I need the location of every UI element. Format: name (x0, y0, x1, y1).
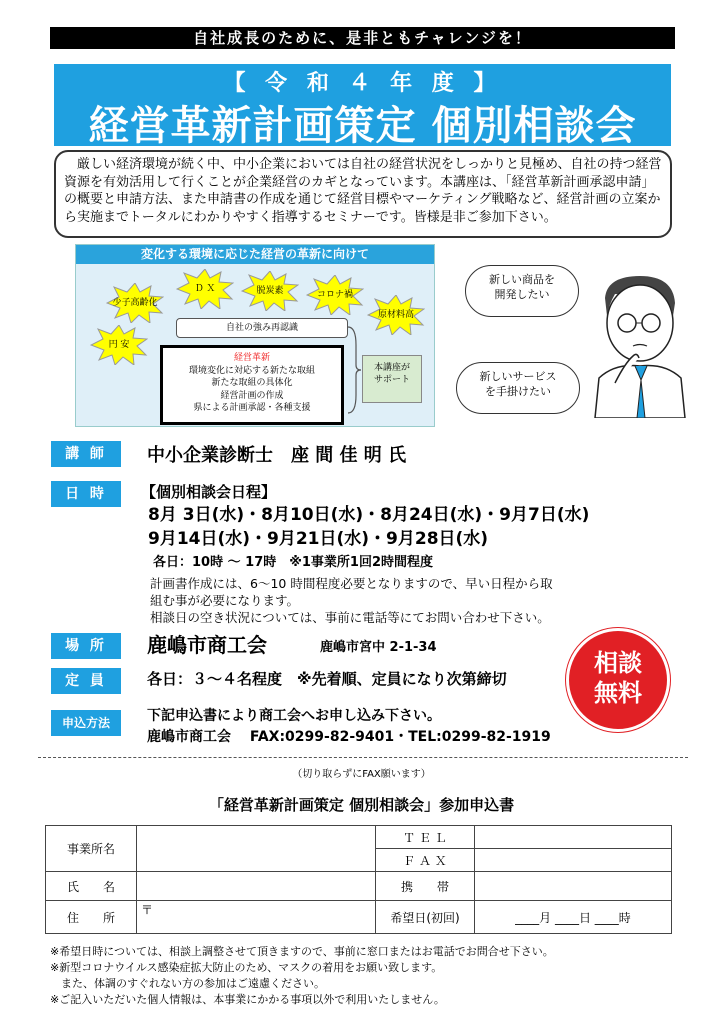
thought-cloud-product: 新しい商品を 開発したい (465, 265, 579, 317)
date-label: 日 時 (51, 481, 121, 507)
application-form (45, 825, 672, 934)
note-line-1: 計画書作成には、6～10 時間程度必要となりますので、早い日程から取 (150, 576, 553, 591)
form-title: 「経営革新計画策定 個別相談会」参加申込書 (208, 796, 515, 814)
lecturer-name: 中小企業診断士 座 間 佳 明 氏 (147, 445, 407, 466)
note-item: また、体調のすぐれない方の参加はご遠慮ください。 (50, 977, 325, 990)
business-name-label: 事業所名 (46, 826, 137, 872)
note-line-2: 組む事が必要になります。 (150, 593, 300, 608)
note-line-3: 相談日の空き状況については、事前に電話等にてお問い合わせ下さい。 (150, 610, 550, 625)
note-item: ※ご記入いただいた個人情報は、本事業にかかる事項以外で利用いたしません。 (50, 993, 445, 1006)
diagram-heading: 変化する環境に応じた経営の革新に向けて (76, 245, 434, 264)
dates-line-2: 9月14日(水)・9月21日(水)・9月28日(水) (148, 529, 489, 549)
burst-covid: コロナ禍 (306, 275, 364, 315)
page-title: 経営革新計画策定 個別相談会 (88, 103, 637, 149)
preferred-date-label: 希望日(初回) (376, 901, 475, 934)
thought-cloud-service: 新しいサービス を手掛けたい (456, 362, 580, 414)
tel-field[interactable] (475, 826, 672, 849)
fax-label: Ｆ Ａ Ｘ (376, 849, 475, 872)
burst-materials: 原材料高 (367, 295, 425, 335)
mobile-field[interactable] (475, 872, 672, 901)
fax-field[interactable] (475, 849, 672, 872)
apply-line-1: 下記申込書により商工会へお申し込み下さい。 (147, 708, 441, 724)
apply-line-2: 鹿嶋市商工会 FAX:0299-82-9401・TEL:0299-82-1919 (147, 729, 551, 745)
address-field[interactable] (137, 901, 376, 934)
tel-label: Ｔ Ｅ Ｌ (376, 826, 475, 849)
support-box: 本講座が サポート (362, 355, 422, 403)
reform-box: 経営革新 環境変化に対応する新たな取組 新たな取組の具体化 経営計画の作成 県による計画承認・各種支援 (160, 345, 344, 425)
title-banner (54, 64, 671, 149)
name-field[interactable] (137, 872, 376, 901)
capacity-text: 各日：３～４名程度 ※先着順、定員になり次第締切 (147, 670, 507, 688)
concept-diagram (75, 244, 435, 427)
business-name-field[interactable] (137, 826, 376, 872)
postal-mark: 〒 (141, 903, 154, 917)
tagline-bar: 自社成長のために、是非ともチャレンジを！ (50, 27, 675, 49)
venue-label: 場 所 (51, 633, 121, 659)
burst-aging: 少子高齢化 (106, 283, 164, 323)
lecturer-label: 講 師 (51, 441, 121, 467)
venue-name: 鹿嶋市商工会 (147, 633, 267, 657)
strength-box: 自社の強み再認識 (176, 318, 348, 338)
time-text: 各日：10時 ～ 17時 ※1事業所1回2時間程度 (153, 555, 434, 570)
brace-icon (346, 325, 362, 415)
cut-note: （切り取らずにFAX願います） (292, 769, 431, 780)
burst-dx: Ｄ Ｘ (176, 269, 234, 309)
dates-line-1: 8月 3日(水)・8月10日(水)・8月24日(水)・9月7日(水) (148, 505, 590, 525)
name-label: 氏 名 (46, 872, 137, 901)
apply-label: 申込方法 (51, 710, 121, 736)
note-item: ※新型コロナウイルス感染症拡大防止のため、マスクの着用をお願い致します。 (50, 961, 443, 974)
thinking-man-illustration (585, 268, 695, 418)
note-item: ※希望日時については、相談上調整させて頂きますので、事前に窓口またはお電話でお問合せ下さい。 (50, 945, 554, 958)
preferred-date-field[interactable]: ____月 ____日 ____時 (475, 901, 672, 934)
capacity-label: 定 員 (51, 668, 121, 694)
venue-address: 鹿嶋市宮中 2-1-34 (320, 640, 437, 655)
address-label: 住 所 (46, 901, 137, 934)
burst-decarbon: 脱炭素 (241, 271, 299, 311)
cut-line (38, 757, 688, 758)
free-consultation-badge: 相談 無料 (566, 628, 670, 732)
mobile-label: 携 帯 (376, 872, 475, 901)
burst-yen: 円 安 (90, 325, 148, 365)
year-label: 【 令 和 ４ 年 度 】 (223, 71, 502, 96)
schedule-title: 【個別相談会日程】 (141, 483, 277, 501)
intro-text: 厳しい経済環境が続く中、中小企業においては自社の経営状況をしっかりと見極め、自社の持つ経営資源を有効活用して行くことが企業経営のカギとなっています。本講座は、「経営革新計画承認申請」の概要と申請方法、また申請書の作成を通じて経営目標やマーケティング戦略など、経営計画の立案から実施までトータルにわかりやすく指導するセミナーです。皆様是非ご参加下さい。 (54, 150, 672, 238)
